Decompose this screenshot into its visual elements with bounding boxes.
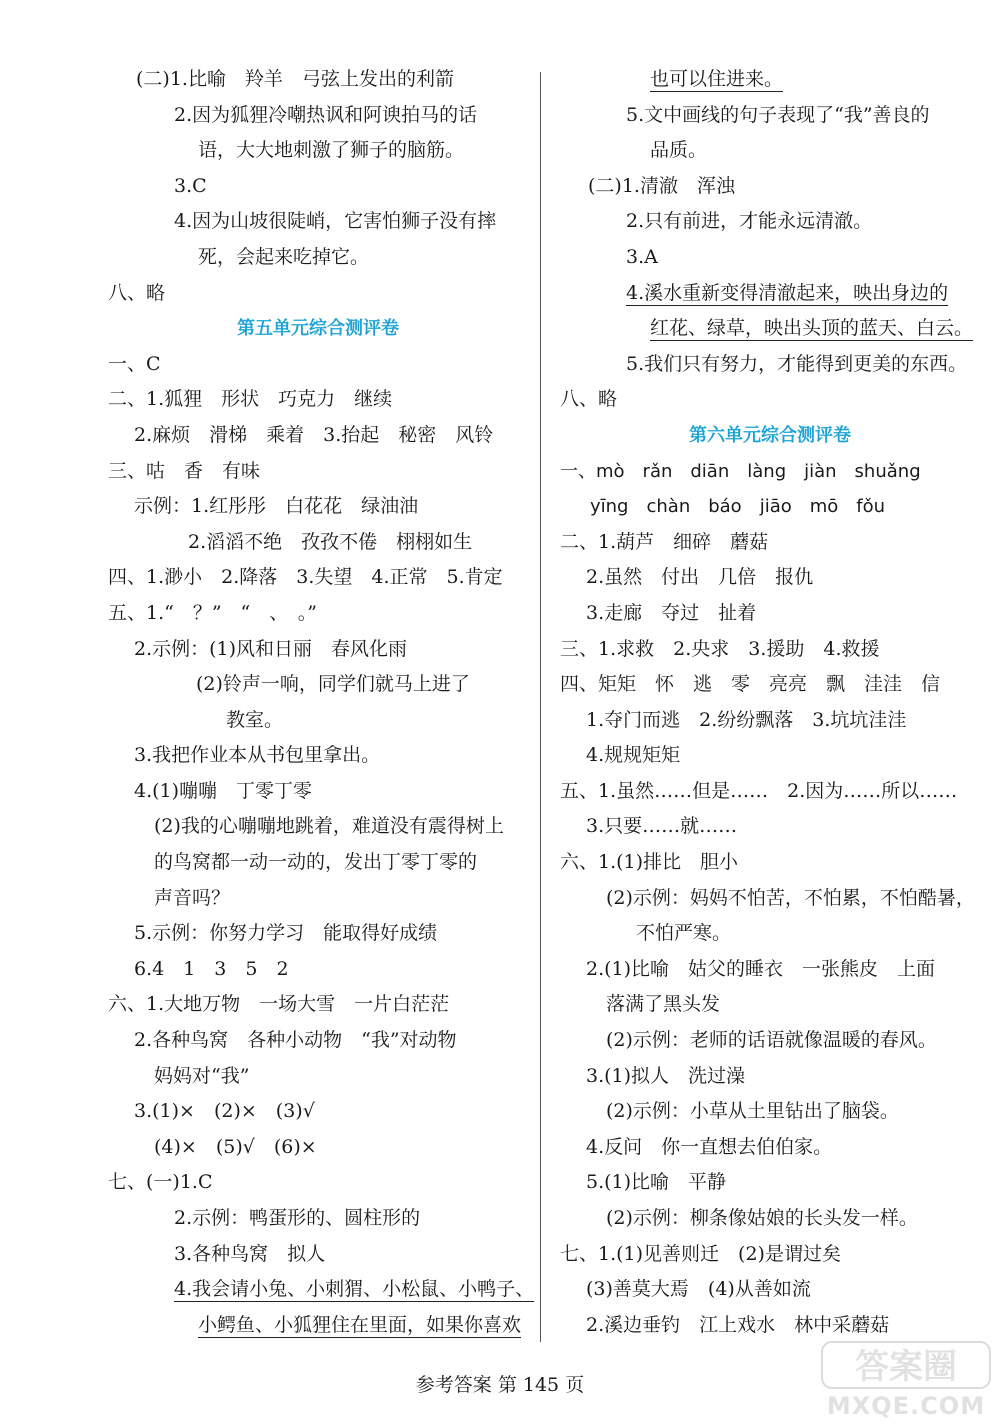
answer-text: 三、咕 香 有味 — [108, 459, 261, 482]
answer-line — [560, 347, 980, 383]
answer-line — [108, 632, 528, 668]
answer-text: 2.各种鸟窝 各种小动物 “我”对动物 — [134, 1029, 457, 1052]
answer-line — [560, 454, 980, 490]
column-divider — [540, 72, 541, 1342]
answer-text: 红花、绿草，映出头顶的蓝天、白云。 — [650, 317, 974, 340]
answer-line — [560, 1130, 980, 1166]
answer-line — [560, 703, 980, 739]
answer-line — [108, 1201, 528, 1237]
answer-text: 三、1.求救 2.央求 3.援助 4.救援 — [560, 637, 880, 660]
answer-text: 不怕严寒。 — [636, 922, 732, 945]
answer-line — [108, 916, 528, 952]
answer-text: 3.C — [174, 174, 207, 197]
answer-text: 5.我们只有努力，才能得到更美的东西。 — [626, 352, 968, 375]
answer-text: 的鸟窝都一动一动的，发出丁零丁零的 — [154, 851, 478, 874]
answer-text: 3.只要……就…… — [586, 815, 738, 838]
answer-text: (3)善莫大焉 (4)从善如流 — [586, 1278, 811, 1301]
answer-line — [560, 774, 980, 810]
answer-line — [108, 738, 528, 774]
answer-line — [560, 738, 980, 774]
answer-line — [108, 169, 528, 205]
answer-line — [108, 1165, 528, 1201]
answer-text: 一、mò rǎn diān làng jiàn shuǎng — [560, 460, 921, 482]
answer-text: 六、1.(1)排比 胆小 — [560, 851, 739, 874]
answer-text: 2.示例：鸭蛋形的、圆柱形的 — [174, 1207, 421, 1229]
answer-line — [560, 1059, 980, 1095]
right-answer-column — [560, 62, 980, 1343]
answer-text: 教室。 — [226, 708, 284, 731]
answer-line — [560, 489, 980, 525]
footer-label: 参考答案 — [415, 1374, 492, 1396]
answer-line — [560, 204, 980, 240]
answer-line — [108, 1308, 528, 1344]
answer-text: 八、略 — [560, 388, 618, 411]
answer-text: (2)铃声一响，同学们就马上进了 — [196, 673, 470, 696]
answer-line — [560, 987, 980, 1023]
answer-text: 示例：1.红彤彤 白花花 绿油油 — [134, 495, 419, 518]
answer-line — [560, 1165, 980, 1201]
answer-text: 2.因为狐狸冷嘲热讽和阿谀拍马的话 — [174, 103, 478, 126]
answer-text: 4.(1)嘣嘣 丁零丁零 — [134, 779, 313, 802]
answer-line — [560, 1237, 980, 1273]
answer-text: 也可以住进来。 — [650, 68, 784, 90]
answer-line — [108, 62, 528, 98]
answer-text: 五、1.“ ？” “ 、 。” — [108, 601, 317, 624]
page-number: 第 145 页 — [497, 1374, 585, 1396]
answer-text: 小鳄鱼、小狐狸住在里面，如果你喜欢 — [198, 1313, 522, 1336]
answer-text: 声音吗？ — [154, 886, 231, 909]
answer-line — [560, 62, 980, 98]
answer-text: 4.我会请小兔、小刺猬、小松鼠、小鸭子、 — [174, 1278, 535, 1301]
answer-text: 2.溪边垂钓 江上戏水 林中采蘑菇 — [586, 1313, 890, 1336]
watermark-bottom-text: MXQE.COM — [826, 1392, 986, 1420]
answer-line — [560, 881, 980, 917]
answer-text: 4.反问 你一直想去伯伯家。 — [586, 1135, 833, 1158]
answer-line — [108, 1130, 528, 1166]
answer-line — [560, 632, 980, 668]
answer-line — [108, 667, 528, 703]
answer-line — [560, 667, 980, 703]
answer-text: 第六单元综合测评卷 — [689, 424, 851, 446]
answer-line — [560, 240, 980, 276]
answer-line — [108, 1272, 535, 1308]
answer-line — [108, 845, 528, 881]
watermark-logo — [818, 1340, 994, 1420]
answer-text: 七、1.(1)见善则迁 (2)是谓过矣 — [560, 1242, 841, 1265]
answer-line — [108, 809, 528, 845]
answer-text: 二、1.狐狸 形状 巧克力 继续 — [108, 388, 393, 411]
answer-line — [108, 560, 528, 596]
answer-text: 4.溪水重新变得清澈起来，映出身边的 — [626, 281, 949, 304]
answer-text: 品质。 — [650, 139, 708, 162]
answer-text: (4)× (5)√ (6)× — [154, 1135, 317, 1158]
answer-text: 第五单元综合测评卷 — [237, 318, 399, 340]
answer-text: 3.走廊 夺过 扯着 — [586, 601, 757, 624]
answer-text: 二、1.葫芦 细碎 蘑菇 — [560, 530, 769, 553]
answer-line — [560, 596, 980, 632]
answer-text: (2)示例：小草从土里钻出了脑袋。 — [606, 1100, 899, 1123]
answer-line — [560, 525, 980, 561]
answer-line — [108, 1237, 528, 1273]
answer-text: 1.夺门而逃 2.纷纷飘落 3.坑坑洼洼 — [586, 708, 907, 731]
answer-text: 六、1.大地万物 一场大雪 一片白茫茫 — [108, 993, 450, 1016]
answer-text: 七、(一)1.C — [108, 1171, 213, 1194]
answer-text: 2.虽然 付出 几倍 报仇 — [586, 566, 814, 589]
answer-text: 语，大大地刺激了狮子的脑筋。 — [198, 139, 465, 162]
answer-text: 3.(1)拟人 洗过澡 — [586, 1064, 746, 1087]
answer-line — [108, 1059, 528, 1095]
answer-text: 落满了黑头发 — [606, 993, 721, 1016]
answer-line — [108, 276, 528, 312]
answer-line — [560, 276, 980, 312]
answer-line — [560, 169, 980, 205]
left-answer-column — [108, 62, 535, 1343]
answer-line — [560, 1201, 980, 1237]
answer-line — [108, 952, 528, 988]
answer-line — [560, 845, 980, 881]
answer-text: 2.麻烦 滑梯 乘着 3.抬起 秘密 风铃 — [134, 423, 494, 446]
answer-line — [560, 560, 980, 596]
answer-line — [560, 1094, 980, 1130]
answer-text: 四、1.渺小 2.降落 3.失望 4.正常 5.肯定 — [108, 566, 503, 589]
answer-line — [108, 596, 528, 632]
answer-text: 妈妈对“我” — [154, 1064, 250, 1087]
answer-text: 3.各种鸟窝 拟人 — [174, 1242, 326, 1265]
answer-text: (2)示例：老师的话语就像温暖的春风。 — [606, 1029, 937, 1052]
answer-line — [108, 454, 528, 490]
answer-text: yīng chàn báo jiāo mō fǒu — [590, 496, 886, 518]
answer-text: 3.我把作业本从书包里拿出。 — [134, 744, 381, 767]
answer-text: 3.(1)× (2)× (3)√ — [134, 1100, 315, 1123]
answer-text: (2)我的心嘣嘣地跳着，难道没有震得树上 — [154, 815, 504, 838]
answer-text: 5.文中画线的句子表现了“我”善良的 — [626, 103, 930, 126]
answer-line — [560, 916, 980, 952]
answer-line — [108, 489, 528, 525]
answer-text: (二)1.清澈 浑浊 — [588, 174, 735, 197]
answer-text: 四、矩矩 怀 逃 零 亮亮 飘 洼洼 信 — [560, 673, 941, 696]
section-heading — [108, 311, 528, 347]
answer-text: (2)示例：妈妈不怕苦，不怕累，不怕酷暑， — [606, 886, 975, 909]
answer-line — [108, 382, 528, 418]
answer-line — [560, 133, 980, 169]
answer-text: 4.规规矩矩 — [586, 744, 681, 767]
answer-line — [108, 1023, 528, 1059]
answer-line — [108, 133, 528, 169]
answer-line — [560, 382, 980, 418]
answer-line — [108, 240, 528, 276]
answer-line — [108, 881, 528, 917]
answer-text: 五、1.虽然……但是…… 2.因为……所以…… — [560, 779, 958, 802]
answer-text: 2.(1)比喻 姑父的睡衣 一张熊皮 上面 — [586, 957, 936, 980]
answer-line — [108, 98, 528, 134]
answer-text: 5.(1)比喻 平静 — [586, 1171, 727, 1194]
answer-line — [560, 1023, 980, 1059]
answer-line — [108, 204, 528, 240]
answer-line — [108, 418, 528, 454]
answer-line — [108, 1094, 528, 1130]
watermark-top-text: 答案圈 — [855, 1347, 957, 1387]
answer-line — [108, 774, 528, 810]
answer-text: 4.因为山坡很陡峭，它害怕狮子没有摔 — [174, 210, 497, 233]
answer-text: (2)示例：柳条像姑娘的长头发一样。 — [606, 1207, 918, 1229]
answer-text: (二)1.比喻 羚羊 弓弦上发出的利箭 — [136, 68, 454, 90]
answer-text: 死，会起来吃掉它。 — [198, 245, 370, 268]
answer-line — [560, 98, 980, 134]
answer-line — [108, 987, 528, 1023]
answer-line — [560, 952, 980, 988]
answer-text: 2.只有前进，才能永远清澈。 — [626, 210, 873, 233]
answer-line — [560, 1272, 980, 1308]
answer-line — [560, 809, 980, 845]
answer-text: 八、略 — [108, 281, 166, 304]
answer-line — [108, 703, 528, 739]
answer-text: 6.4 1 3 5 2 — [134, 957, 289, 980]
answer-line — [108, 525, 528, 561]
answer-text: 2.示例：(1)风和日丽 春风化雨 — [134, 637, 408, 660]
answer-line — [560, 311, 980, 347]
answer-text: 2.滔滔不绝 孜孜不倦 栩栩如生 — [188, 530, 473, 553]
answer-text: 5.示例：你努力学习 能取得好成绩 — [134, 922, 438, 945]
answer-text: 3.A — [626, 245, 658, 268]
answer-line — [108, 347, 528, 383]
answer-text: 一、C — [108, 352, 161, 375]
answer-line — [560, 1308, 980, 1344]
section-heading — [560, 418, 980, 454]
